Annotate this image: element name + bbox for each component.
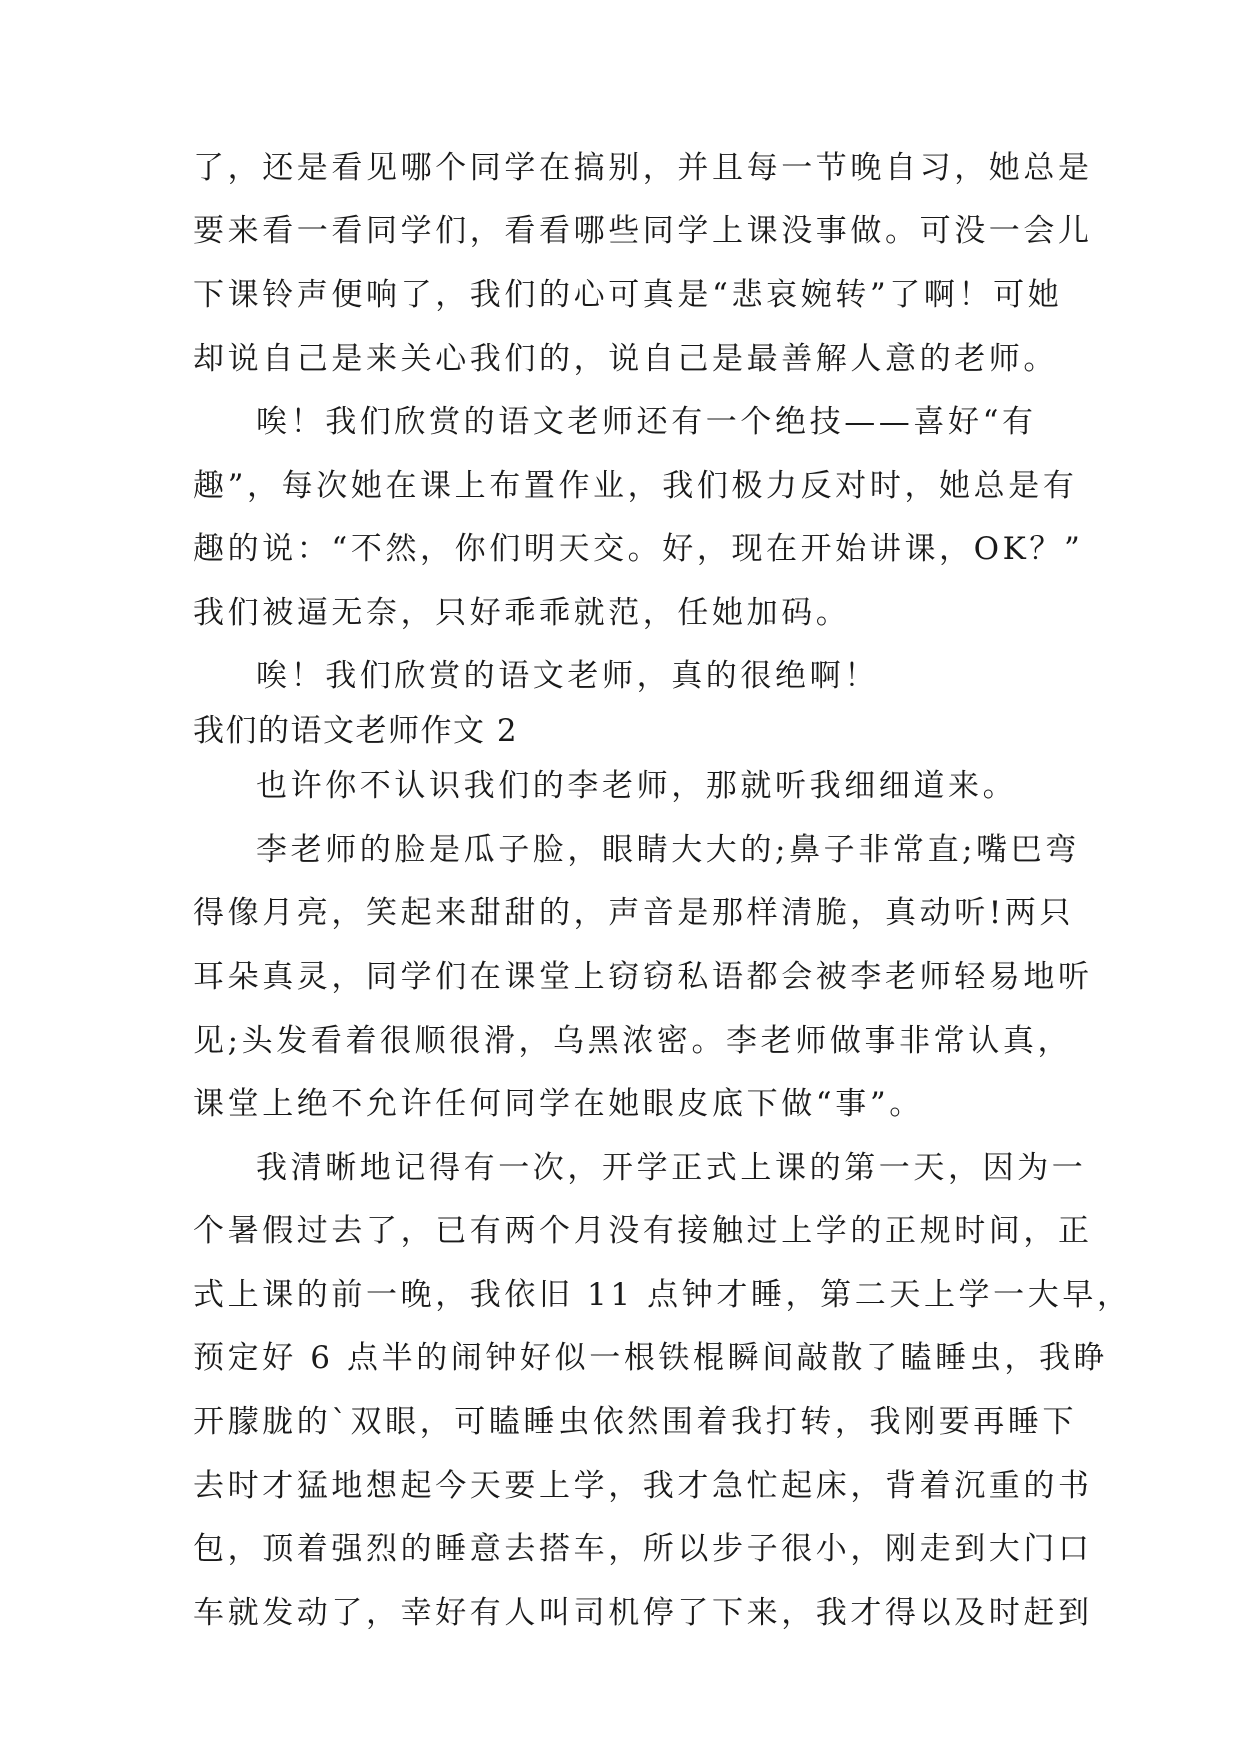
body-line: 却说自己是来关心我们的，说自己是最善解人意的老师。 [193, 341, 1058, 377]
body-line: 个暑假过去了，已有两个月没有接触过上学的正规时间，正 [193, 1213, 1093, 1249]
paragraph-start-line: 我清晰地记得有一次，开学正式上课的第一天，因为一 [256, 1150, 1087, 1186]
body-line: 我们被逼无奈，只好乖乖就范，任她加码。 [193, 595, 851, 631]
body-line: 车就发动了，幸好有人叫司机停了下来，我才得以及时赶到 [193, 1595, 1093, 1631]
paragraph-start-line: 唉！我们欣赏的语文老师还有一个绝技——喜好“有 [256, 404, 1037, 440]
body-line: 包，顶着强烈的睡意去搭车，所以步子很小，刚走到大门口 [193, 1531, 1093, 1567]
body-line: 见;头发看着很顺很滑，乌黑浓密。李老师做事非常认真， [193, 1023, 1073, 1059]
paragraph-start-line: 也许你不认识我们的李老师，那就听我细细道来。 [256, 768, 1018, 804]
paragraph-start-line: 李老师的脸是瓜子脸，眼睛大大的;鼻子非常直;嘴巴弯 [256, 832, 1080, 868]
body-line: 式上课的前一晚，我依旧 11 点钟才睡，第二天上学一大早， [193, 1277, 1132, 1313]
paragraph-start-line: 唉！我们欣赏的语文老师，真的很绝啊！ [256, 658, 879, 694]
body-line: 趣”，每次她在课上布置作业，我们极力反对时，她总是有 [193, 468, 1078, 504]
body-line: 了，还是看见哪个同学在搞别，并且每一节晚自习，她总是 [193, 150, 1093, 186]
body-line: 预定好 6 点半的闹钟好似一根铁棍瞬间敲散了瞌睡虫，我睁 [193, 1340, 1109, 1376]
body-line: 要来看一看同学们，看看哪些同学上课没事做。可没一会儿 [193, 213, 1093, 249]
body-line: 开朦胧的`双眼，可瞌睡虫依然围着我打转，我刚要再睡下 [193, 1404, 1078, 1440]
body-line: 去时才猛地想起今天要上学，我才急忙起床，背着沉重的书 [193, 1468, 1093, 1504]
body-line: 耳朵真灵，同学们在课堂上窃窃私语都会被李老师轻易地听 [193, 959, 1093, 995]
body-line: 趣的说：“不然，你们明天交。好，现在开始讲课，OK？” [193, 531, 1084, 567]
body-line: 课堂上绝不允许任何同学在她眼皮底下做“事”。 [193, 1086, 924, 1122]
body-line: 下课铃声便响了，我们的心可真是“悲哀婉转”了啊！可她 [193, 277, 1063, 313]
section-heading: 我们的语文老师作文 2 [193, 713, 519, 749]
body-line: 得像月亮，笑起来甜甜的，声音是那样清脆，真动听!两只 [193, 895, 1075, 931]
